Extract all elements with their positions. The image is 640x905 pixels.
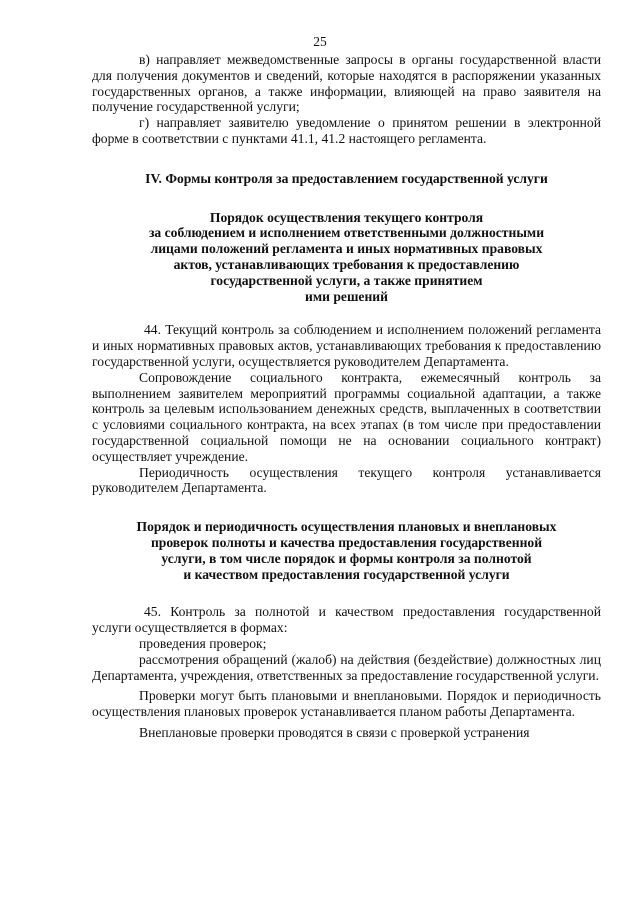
paragraph-45: 45. Контроль за полнотой и качеством предоставления государственной услуги осуществляется в формах: (92, 604, 601, 636)
subheading-planned-inspections (92, 519, 601, 582)
page-content (92, 52, 601, 741)
paragraph-44-periodicity: Периодичность осуществления текущего контроля устанавливается руководителем Департамента. (92, 464, 601, 496)
paragraph-45-unplanned: Внеплановые проверки проводятся в связи с проверкой устранения (139, 724, 530, 740)
subheading-line: актов, устанавливающих требования к предоставлению (173, 256, 520, 272)
subheading-line: Порядок и периодичность осуществления плановых и внеплановых (136, 519, 557, 535)
section-heading-iv: IV. Формы контроля за предоставлением государственной услуги (145, 170, 548, 186)
page-number: 25 (313, 34, 327, 49)
subheading-line: Порядок осуществления текущего контроля (209, 209, 484, 225)
subheading-line: лицами положений регламента и иных нормативных правовых (150, 241, 543, 257)
subheading-line: проверок полноты и качества предоставления государственной (150, 534, 543, 550)
subheading-line: ими решений (305, 288, 388, 304)
paragraph-v: в) направляет межведомственные запросы в органы государственной власти для получения документов и сведений, которые находятся в распоряжении указанных государственных органов, а также информации, влияющей на право заявителя на получение государственной услуги; (92, 52, 601, 115)
subheading-line: государственной услуги, а также принятием (210, 272, 483, 288)
paragraph-45-inspections: проведения проверок; (139, 635, 267, 651)
subheading-line: и качеством предоставления государственной услуги (183, 566, 510, 582)
subheading-line: услуги, в том числе порядок и формы контроля за полнотой (161, 550, 532, 566)
subheading-line: за соблюдением и исполнением ответственными должностными (148, 225, 545, 241)
paragraph-45-planned: Проверки могут быть плановыми и внеплановыми. Порядок и периодичность осуществления плановых проверок устанавливается планом работы Департамента. (92, 688, 601, 720)
subheading-current-control (92, 210, 601, 305)
paragraph-44-social-contract: Сопровождение социального контракта, ежемесячный контроль за выполнением заявителем мероприятий программы социальной адаптации, а также контроль за целевым использованием денежных средств, выплаченных в соответствии с условиями социального контракта, на всех этапах (в том числе при предоставлении государственной социальной помощи не на основании социального контракт) осуществляет учреждение. (92, 369, 601, 464)
paragraph-g: г) направляет заявителю уведомление о принятом решении в электронной форме в соответствии с пунктами 41.1, 41.2 настоящего регламента. (92, 115, 601, 146)
paragraph-45-complaints: рассмотрения обращений (жалоб) на действия (бездействие) должностных лиц Департамента, учреждения, ответственных за предоставление государственной услуги. (92, 651, 601, 683)
paragraph-44: 44. Текущий контроль за соблюдением и исполнением положений регламента и иных нормативных правовых актов, устанавливающих требования к предоставлению государственной услуги, осуществляется руководителем Департамента. (92, 322, 601, 369)
